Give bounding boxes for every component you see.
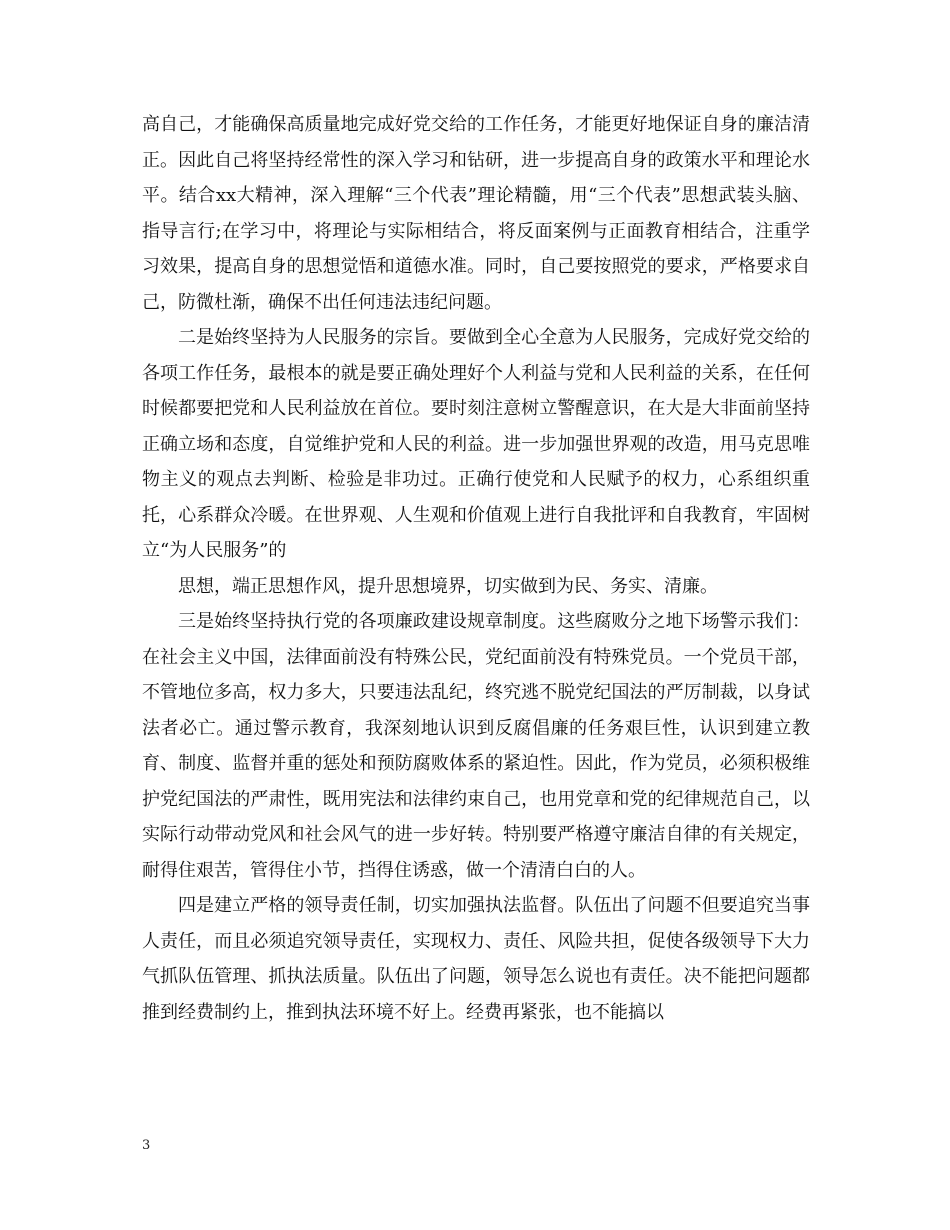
- paragraph-4: 三是始终坚持执行党的各项廉政建设规章制度。这些腐败分之地下场警示我们：在社会主义中国，法律面前没有特殊公民，党纪面前没有特殊党员。一个党员干部，不管地位多高，权力多大，只要违法乱纪，终究逃不脱党纪国法的严厉制裁，以身试法者必亡。通过警示教育，我深刻地认识到反腐倡廉的任务艰巨性，认识到建立教育、制度、监督并重的惩处和预防腐败体系的紧迫性。因此，作为党员，必须积极维护党纪国法的严肃性，既用宪法和法律约束自己，也用党章和党的纪律规范自己，以实际行动带动党风和社会风气的进一步好转。特别要严格遵守廉洁自律的有关规定，耐得住艰苦，管得住小节，挡得住诱惑，做一个清清白白的人。: [142, 611, 810, 881]
- document-body: [142, 107, 810, 1030]
- page-number: 3: [142, 1138, 151, 1153]
- paragraph-2: 二是始终坚持为人民服务的宗旨。要做到全心全意为人民服务，完成好党交给的各项工作任务，最根本的就是要正确处理好个人利益与党和人民利益的关系，在任何时候都要把党和人民利益放在首位。要时刻注意树立警醒意识，在大是大非面前坚持正确立场和态度，自觉维护党和人民的利益。进一步加强世界观的改造，用马克思唯物主义的观点去判断、检验是非功过。正确行使党和人民赋予的权力，心系组织重托，心系群众冷暖。在世界观、人生观和价值观上进行自我批评和自我教育，牢固树立“为人民服务”的: [142, 327, 810, 561]
- paragraph-5: 四是建立严格的领导责任制，切实加强执法监督。队伍出了问题不但要追究当事人责任，而且必须追究领导责任，实现权力、责任、风险共担，促使各级领导下大力气抓队伍管理、抓执法质量。队伍出了问题，领导怎么说也有责任。决不能把问题都推到经费制约上，推到执法环境不好上。经费再紧张，也不能搞以: [142, 895, 810, 1023]
- paragraph-3: 思想，端正思想作风，提升思想境界，切实做到为民、务实、清廉。: [178, 575, 718, 597]
- paragraph-1: 高自己，才能确保高质量地完成好党交给的工作任务，才能更好地保证自身的廉洁清正。因此自己将坚持经常性的深入学习和钻研，进一步提高自身的政策水平和理论水平。结合xx大精神，深入理解“三个代表”理论精髓，用“三个代表”思想武装头脑、指导言行;在学习中，将理论与实际相结合，将反面案例与正面教育相结合，注重学习效果，提高自身的思想觉悟和道德水准。同时，自己要按照党的要求，严格要求自己，防微杜渐，确保不出任何违法违纪问题。: [142, 114, 810, 313]
